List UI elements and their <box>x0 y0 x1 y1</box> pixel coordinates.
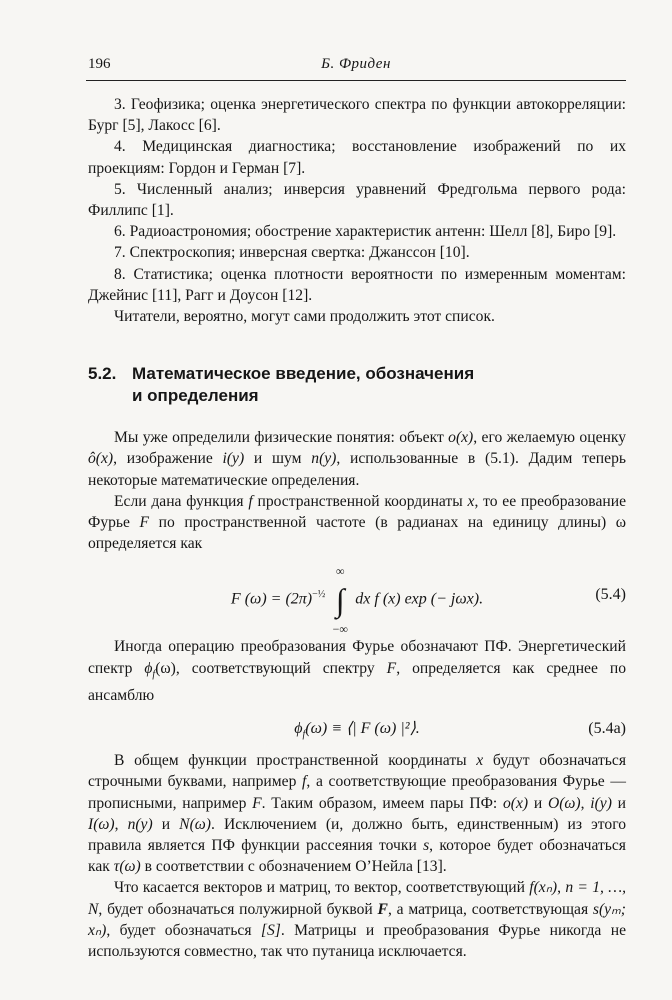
page-header <box>88 56 624 76</box>
list-item-numerical: 5. Численный анализ; инверсия уравнений Фредгольма первого рода: Филлипс [1]. <box>88 180 626 220</box>
paragraph-vectors: Что касается векторов и матриц, то вектор, соответствующий f(xₙ), n = 1, …, N, будет обозначаться полужирной буквой F, а матрица, соответствующая s(yₘ; xₙ), будет обозначаться [S]. Матрицы и преобразования Фурье никогда не используются совместно, так что путаница исключается. <box>88 879 626 960</box>
paragraph-notation: В общем функции пространственной координаты x будут обозначаться строчными буквами, например f, а соответствующие преобразования Фурье — прописными, например F. Таким образом, имеем пары ПФ: o(x) и O(ω), i(y) и I(ω), n(y) и N(ω). Исключением (и, должно быть, единственным) из этого правила является ПФ функции рассеяния точки s, которое будет обозначаться как τ(ω) в соответствии с обозначением О’Нейла [13]. <box>88 752 626 876</box>
body-text <box>88 94 626 962</box>
equation-number: (5.4a) <box>588 720 626 738</box>
header-rule <box>86 80 626 81</box>
paragraph-fourier: Если дана функция f пространственной координаты x, то ее преобразование Фурье F по пространственной частоте (в радианах на единицу длины) ω определяется как <box>88 492 626 553</box>
list-item-radioastronomy: 6. Радиоастрономия; обострение характеристик антенн: Шелл [8], Биро [9]. <box>114 223 617 241</box>
paragraph-definitions: Мы уже определили физические понятия: объект o(x), его желаемую оценку ô(x), изображение i(y) и шум n(y), использованные в (5.1). Дадим теперь некоторые математические определения. <box>88 429 626 489</box>
equation-5-4: F $(\omega) = (2\pi)^{-\frac{1}{2}}$ ∞ ∫ −∞ dx f (x) exp (− jωx). (5.4) <box>230 564 626 637</box>
integral-sign: ∞ ∫ −∞ <box>332 564 348 637</box>
running-title: Б. Фриден <box>321 56 391 72</box>
list-item-medicine: 4. Медицинская диагностика; восстановление изображений по их проекциям: Гордон и Герман [7]. <box>88 138 626 177</box>
paragraph-energy-spectrum: Иногда операцию преобразования Фурье обозначают ПФ. Энергетический спектр $\phi_f(\omega)$, соответствующий спектру F, определяется как среднее по ансамблю <box>88 638 627 704</box>
section-heading <box>88 363 626 407</box>
section-title-line2: и определения <box>132 386 259 406</box>
list-item-geophysics: 3. Геофизика; оценка энергетического спектра по функции автокорреляции: Бург [5], Лакосс [6]. <box>88 96 626 135</box>
section-number: 5.2. <box>88 364 117 384</box>
equation-5-4a: $\phi_f(\omega)$ ≡ ⟨| F (ω) |²⟩. (5.4a) <box>294 720 626 741</box>
list-item-statistics: 8. Статистика; оценка плотности вероятности по измеренным моментам: Джейнис [11], Рагг и Доусон [12]. <box>88 265 626 304</box>
page-number: 196 <box>88 56 111 72</box>
closing-sentence: Читатели, вероятно, могут сами продолжить этот список. <box>114 308 495 326</box>
section-title-line1: Математическое введение, обозначения <box>132 364 475 384</box>
equation-number: (5.4) <box>595 586 626 604</box>
list-item-spectroscopy: 7. Спектроскопия; инверсная свертка: Джанссон [10]. <box>114 244 470 262</box>
